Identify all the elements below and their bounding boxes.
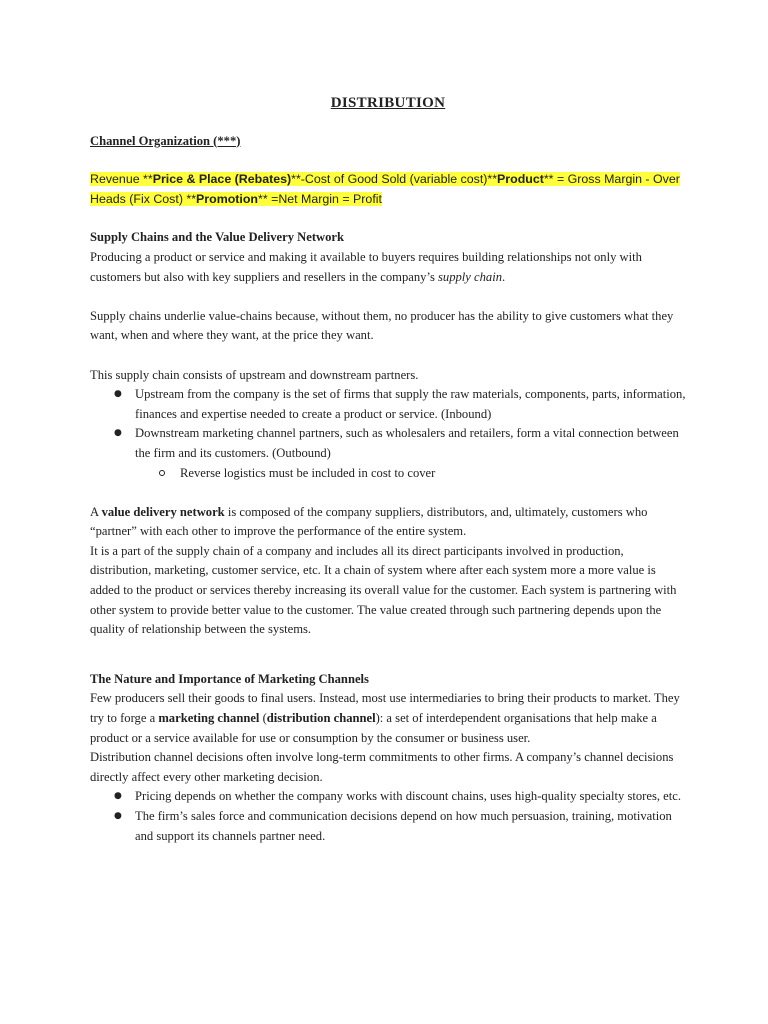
- formula-bold: Promotion: [196, 191, 258, 206]
- list-item: [114, 385, 688, 424]
- paragraph-text: (: [259, 711, 267, 726]
- bullet-icon: ●: [114, 389, 122, 400]
- document-title: DISTRIBUTION: [330, 95, 446, 111]
- paragraph: [90, 689, 688, 748]
- paragraph-text: is composed of the company suppliers, distributors, and, ultimately, customers who “partner” with each other to improve the performance of the entire system.: [90, 504, 648, 539]
- list-item-text: Reverse logistics must be included in cost to cover: [180, 465, 436, 480]
- formula-bold: Price & Place (Rebates): [152, 172, 292, 187]
- list-item: [114, 807, 688, 846]
- sub-bullet-list: [135, 464, 688, 484]
- italic-term: supply chain: [438, 269, 503, 284]
- paragraph: It is a part of the supply chain of a company and includes all its direct participants involved in production, distribution, marketing, customer service, etc. It a chain of system where after each system more a more value is added to the product or services thereby increasing its overall value for the customer. Each system is partnering with other system to provide better value to the customer. The value created through such partnering depends upon the quality of relationship between the systems.: [90, 543, 677, 637]
- bullet-icon: ●: [114, 791, 122, 802]
- list-item-text: Downstream marketing channel partners, such as wholesalers and retailers, form a vital connection between the firm and its customers. (Outbound): [135, 426, 679, 460]
- paragraph: This supply chain consists of upstream and downstream partners.: [90, 367, 419, 382]
- list-item: [114, 787, 688, 807]
- formula-bold: Product: [497, 172, 544, 187]
- formula-text: ** = Gross Margin - Over Heads (Fix Cost) **: [90, 172, 680, 206]
- list-item-text: Upstream from the company is the set of firms that supply the raw materials, components, parts, information, finances and expertise needed to create a product or service. (Inbound): [135, 387, 686, 421]
- paragraph: [90, 503, 688, 542]
- supply-chain-heading: Supply Chains and the Value Delivery Network: [90, 230, 345, 245]
- formula-text: Revenue **: [90, 172, 153, 187]
- formula-highlight: [90, 170, 688, 209]
- paragraph-text: ): a set of interdependent organisations that help make a product or a service available for use or consumption by the consumer or business user.: [90, 711, 657, 745]
- list-item-text: Pricing depends on whether the company works with discount chains, uses high-quality specialty stores, etc.: [135, 789, 681, 804]
- formula-text: **-Cost of Good Sold (variable cost)**: [291, 172, 498, 187]
- paragraph-text: .: [502, 269, 506, 284]
- paragraph-text: A: [90, 504, 102, 519]
- formula-text: ** =Net Margin = Profit: [258, 191, 382, 206]
- paragraph: [90, 248, 688, 287]
- bullet-icon: ●: [114, 811, 122, 821]
- paragraph-text: Few producers sell their goods to final users. Instead, most use intermediaries to bring their products to market. They try to forge a: [90, 691, 680, 726]
- bullet-list: [90, 385, 688, 483]
- bold-term: marketing channel: [158, 711, 260, 726]
- bold-term: value delivery network: [101, 504, 225, 519]
- paragraph-text: Producing a product or service and making it available to buyers requires building relationships not only with customers but also with key suppliers and resellers in the company’s: [90, 249, 642, 284]
- bold-term: distribution channel: [266, 711, 376, 726]
- paragraph: Distribution channel decisions often involve long-term commitments to other firms. A company’s channel decisions directly affect every other marketing decision.: [90, 750, 674, 784]
- list-item: [114, 424, 688, 483]
- section-title: Channel Organization (***): [90, 133, 241, 148]
- marketing-channels-heading: The Nature and Importance of Marketing Channels: [90, 671, 369, 686]
- list-item-text: The firm’s sales force and communication decisions depend on how much persuasion, training, motivation and support its channels partner need.: [135, 809, 672, 843]
- bullet-icon: ●: [114, 428, 122, 439]
- sub-list-item: [180, 464, 688, 484]
- bullet-list: [90, 787, 688, 846]
- circle-bullet-icon: [159, 470, 165, 476]
- paragraph: Supply chains underlie value-chains because, without them, no producer has the ability to give customers what they want, when and where they want, at the price they want.: [90, 308, 674, 343]
